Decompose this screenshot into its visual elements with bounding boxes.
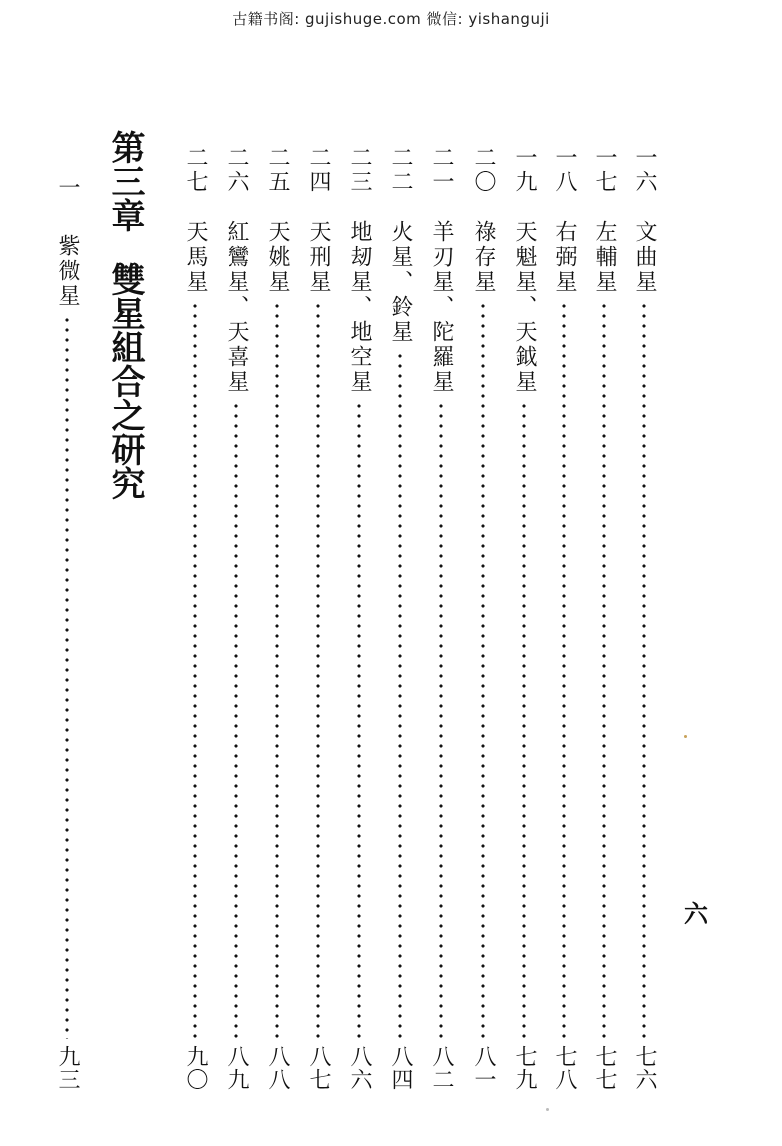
entry-title: 天刑星 (306, 220, 331, 295)
paper-speck (684, 735, 687, 738)
entry-number: 二三 (347, 146, 372, 194)
toc-entry[interactable] (627, 146, 661, 1091)
entry-title: 右弼星 (552, 220, 577, 295)
entry-page: 七七 (592, 1045, 617, 1091)
toc-entry[interactable] (50, 176, 84, 1091)
entry-number: 一九 (512, 146, 537, 194)
toc-entry[interactable] (547, 146, 581, 1091)
entry-number: 二一 (429, 146, 454, 194)
entry-title: 左輔星 (592, 220, 617, 295)
entry-title: 祿存星 (471, 220, 496, 295)
chapter-title: 雙星組合之研究 (105, 262, 145, 500)
toc-entry[interactable] (587, 146, 621, 1091)
entry-title: 天姚星 (265, 220, 290, 295)
dot-leader (357, 401, 361, 1039)
toc-entry[interactable] (507, 146, 541, 1091)
entry-page: 八六 (347, 1045, 372, 1091)
dot-leader (642, 301, 646, 1039)
page-number: 六 (684, 899, 708, 928)
dot-leader (439, 401, 443, 1039)
toc-entry[interactable] (260, 146, 294, 1091)
entry-title: 羊刃星、陀羅星 (429, 220, 454, 395)
entry-number: 二六 (224, 146, 249, 194)
entry-number: 一七 (592, 146, 617, 194)
entry-number: 二四 (306, 146, 331, 194)
entry-page: 八二 (429, 1045, 454, 1091)
chapter-label: 第三章 (105, 130, 145, 232)
entry-page: 九三 (55, 1045, 80, 1091)
entry-page: 八九 (224, 1045, 249, 1091)
toc-entry[interactable] (219, 146, 253, 1091)
entry-title: 紫微星 (55, 234, 80, 309)
entry-page: 八七 (306, 1045, 331, 1091)
entry-number: 二〇 (471, 146, 496, 194)
dot-leader (398, 351, 402, 1039)
entry-title: 火星、鈴星 (388, 220, 413, 345)
entry-page: 九〇 (183, 1045, 208, 1091)
toc-entry[interactable] (466, 146, 500, 1091)
dot-leader (481, 301, 485, 1039)
dot-leader (316, 301, 320, 1039)
dot-leader (193, 301, 197, 1039)
entry-page: 七九 (512, 1045, 537, 1091)
entry-title: 天魁星、天鉞星 (512, 220, 537, 395)
entry-title: 地刼星、地空星 (347, 220, 372, 395)
toc-entry[interactable] (301, 146, 335, 1091)
entry-number: 二二 (388, 146, 413, 194)
toc-entry[interactable] (178, 146, 212, 1091)
entry-number: 一八 (552, 146, 577, 194)
dot-leader (522, 401, 526, 1039)
toc-entry[interactable] (424, 146, 458, 1091)
entry-title: 紅鸞星、天喜星 (224, 220, 249, 395)
dot-leader (602, 301, 606, 1039)
chapter-heading (105, 130, 145, 500)
entry-number: 二五 (265, 146, 290, 194)
dot-leader (562, 301, 566, 1039)
entry-page: 七六 (632, 1045, 657, 1091)
entry-number: 二七 (183, 146, 208, 194)
watermark-text: 古籍书阁: gujishuge.com 微信: yishanguji (232, 10, 550, 28)
entry-page: 八八 (265, 1045, 290, 1091)
entry-page: 七八 (552, 1045, 577, 1091)
paper-speck (546, 1108, 549, 1111)
dot-leader (275, 301, 279, 1039)
entry-number: 一 (55, 176, 80, 200)
toc-entry[interactable] (342, 146, 376, 1091)
entry-title: 天馬星 (183, 220, 208, 295)
entry-number: 一六 (632, 146, 657, 194)
toc-entry[interactable] (383, 146, 417, 1091)
dot-leader (65, 315, 69, 1039)
dot-leader (234, 401, 238, 1039)
entry-page: 八四 (388, 1045, 413, 1091)
entry-title: 文曲星 (632, 220, 657, 295)
entry-page: 八一 (471, 1045, 496, 1091)
